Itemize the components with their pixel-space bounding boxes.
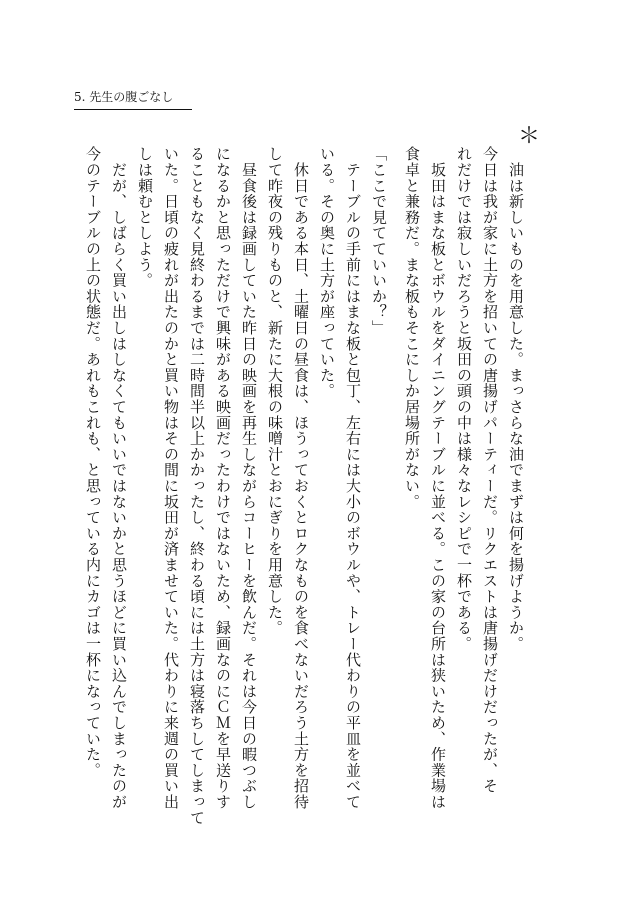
text-column-12: になるかと思っただけで興味がある映画だったわけではないため、録画なのにＣＭを早送りす <box>214 146 232 810</box>
text-column-14: いた。日頃の疲れが出たのかと買い物はその間に坂田が済ませていた。代わりに来週の買い出 <box>162 146 180 810</box>
text-column-3: れだけでは寂しいだろうと坂田の頭の中は様々なレシピで一杯である。 <box>455 146 473 652</box>
text-column-8: いる。その奥に土方が座っていた。 <box>318 146 336 399</box>
title-underline <box>74 109 192 110</box>
text-column-7: テーブルの手前にはまな板と包丁、左右には大小のボウルや、トレー代わりの平皿を並べて <box>344 146 362 810</box>
text-column-13: ることもなく見終わるまでは二時間半以上かかったし、終わる頃には土方は寝落ちしてしまって <box>188 146 206 826</box>
text-column-17: 今のテーブルの上の状態だ。あれもこれも、と思っている内にカゴは一杯になっていた。 <box>84 146 102 778</box>
text-column-6: 「ここで見てていいか？」 <box>370 146 388 336</box>
text-column-11: 昼食後は録画していた昨日の映画を再生しながらコーヒーを飲んだ。それは今日の暇つぶし <box>240 146 258 810</box>
text-column-5: 食卓と兼務だ。まな板もそこにしか居場所がない。 <box>403 146 421 510</box>
section-title: 5. 先生の腹ごなし <box>74 90 174 104</box>
scene-break-asterisk: ＊ <box>518 124 541 149</box>
text-column-16: だが、しばらく買い出しはしなくてもいいではないかと思うほどに買い込んでしまったのが <box>110 146 128 810</box>
text-column-10: して昨夜の残りものと、新たに大根の味噌汁とおにぎりを用意した。 <box>266 146 284 636</box>
text-column-1: 油は新しいものを用意した。まっさらな油でまずは何を揚げようか。 <box>507 146 525 652</box>
text-column-4: 坂田はまな板とボウルをダイニングテーブルに並べる。この家の台所は狭いため、作業場は <box>429 146 447 810</box>
text-column-9: 休日である本日、土曜日の昼食は、ほうっておくとロクなものを食べないだろう土方を招待 <box>292 146 310 810</box>
text-column-15: しは頼むとしよう。 <box>136 146 154 289</box>
text-column-2: 今日は我が家に土方を招いての唐揚げパーティーだ。リクエストは唐揚げだけだったが、そ <box>481 146 499 794</box>
